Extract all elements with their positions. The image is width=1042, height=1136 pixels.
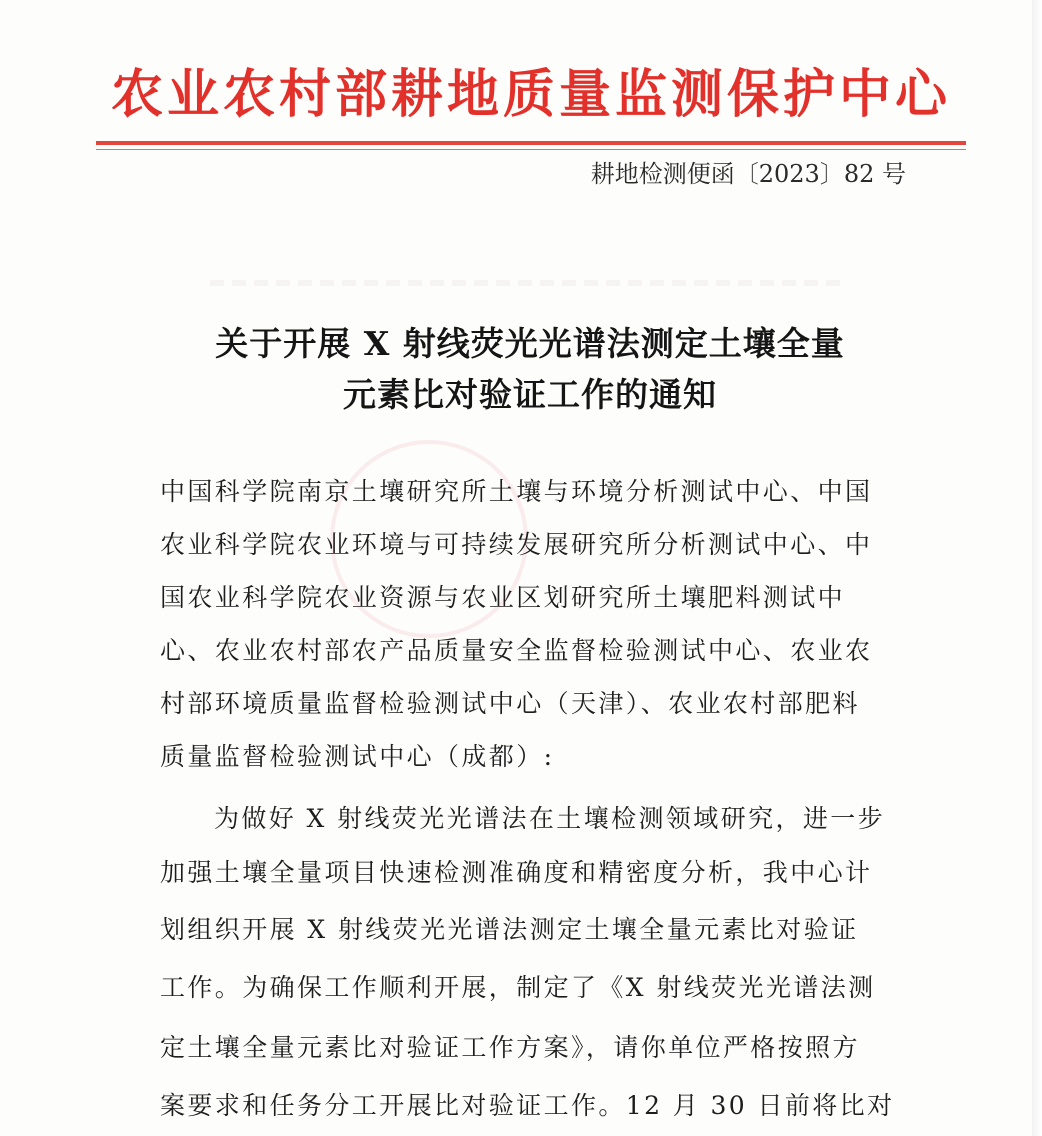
document-title-line-2: 元素比对验证工作的通知	[343, 375, 717, 414]
body-line: 中国科学院南京土壤研究所土壤与环境分析测试中心、中国	[160, 477, 873, 506]
body-line: 国农业科学院农业资源与农业区划研究所土壤肥料测试中	[160, 583, 846, 612]
faint-bleed-through	[210, 280, 840, 286]
red-divider-thin	[96, 149, 966, 150]
document-title-line-1: 关于开展 X 射线荧光光谱法测定土壤全量	[215, 324, 845, 363]
organization-header: 农业农村部耕地质量监测保护中心	[110, 64, 951, 125]
document-number: 耕地检测便函〔2023〕82 号	[590, 160, 906, 188]
body-line: 为做好 X 射线荧光光谱法在土壤检测领域研究，进一步	[214, 804, 886, 833]
body-line: 农业科学院农业环境与可持续发展研究所分析测试中心、中	[160, 530, 873, 559]
body-line: 心、农业农村部农产品质量安全监督检验测试中心、农业农	[160, 636, 873, 665]
body-line: 划组织开展 X 射线荧光光谱法测定土壤全量元素比对验证	[160, 915, 859, 944]
body-line: 定土壤全量元素比对验证工作方案》，请你单位严格按照方	[160, 1033, 860, 1062]
body-line: 工作。为确保工作顺利开展，制定了《X 射线荧光光谱法测	[160, 973, 876, 1002]
body-line: 村部环境质量监督检验测试中心（天津）、农业农村部肥料	[160, 689, 860, 718]
body-line: 案要求和任务分工开展比对验证工作。12 月 30 日前将比对	[160, 1091, 895, 1120]
body-line: 加强土壤全量项目快速检测准确度和精密度分析，我中心计	[160, 858, 873, 887]
page-edge-shadow	[1032, 0, 1042, 1136]
red-divider-thick	[96, 141, 966, 145]
body-line: 质量监督检验测试中心（成都）:	[160, 742, 555, 771]
